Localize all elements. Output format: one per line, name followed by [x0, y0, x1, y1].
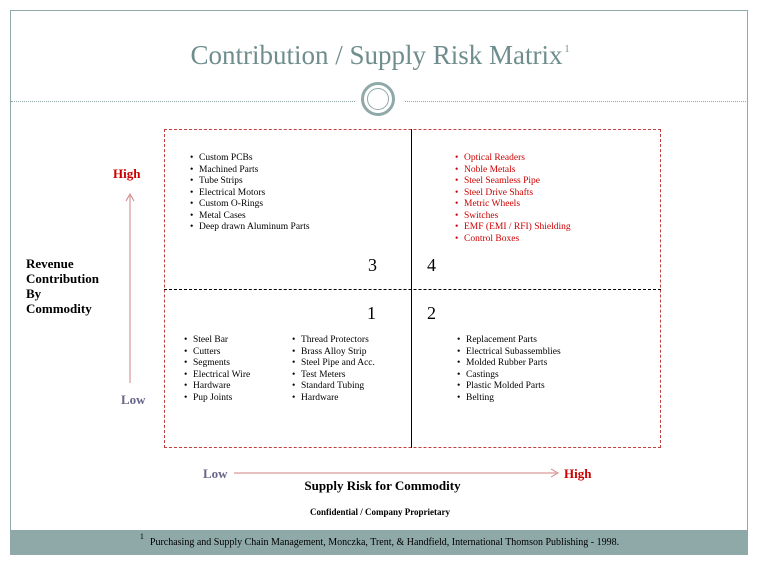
list-item: • Hardware	[292, 393, 375, 405]
list-item: • Plastic Molded Parts	[457, 381, 561, 393]
list-item: • Optical Readers	[455, 153, 571, 165]
slide-title-text: Contribution / Supply Risk Matrix	[190, 40, 563, 70]
list-item: • Cutters	[184, 347, 250, 359]
list-item: • Brass Alloy Strip	[292, 347, 375, 359]
y-axis-low-label: Low	[121, 392, 146, 407]
list-item: • Metric Wheels	[455, 199, 571, 211]
list-item: • Thread Protectors	[292, 335, 375, 347]
list-item: • Test Meters	[292, 370, 375, 382]
list-item: • Control Boxes	[455, 234, 571, 246]
list-item: • Electrical Motors	[190, 188, 310, 200]
list-item: • Hardware	[184, 381, 250, 393]
list-item: • Steel Pipe and Acc.	[292, 358, 375, 370]
list-item: • Molded Rubber Parts	[457, 358, 561, 370]
y-axis-high-label: High	[113, 166, 141, 181]
list-item: • Electrical Subassemblies	[457, 347, 561, 359]
x-axis-low-label: Low	[203, 466, 228, 481]
title-footnote-mark: 1	[564, 44, 570, 55]
y-axis-title-line: Contribution	[26, 271, 99, 286]
list-item: • Castings	[457, 370, 561, 382]
footer-bar	[11, 530, 748, 555]
list-item: • Belting	[457, 393, 561, 405]
list-item: • Custom O-Rings	[190, 199, 310, 211]
confidential-notice: Confidential / Company Proprietary	[309, 507, 451, 517]
list-item: • Pup Joints	[184, 393, 250, 405]
list-item: • Metal Cases	[190, 211, 310, 223]
list-item: • EMF (EMI / RFI) Shielding	[455, 222, 571, 234]
x-axis-high-label: High	[564, 466, 592, 481]
quadrant-4-number: 4	[427, 255, 436, 275]
list-item: • Steel Seamless Pipe	[455, 176, 571, 188]
list-item: • Steel Bar	[184, 335, 250, 347]
list-item: • Deep drawn Aluminum Parts	[190, 222, 310, 234]
list-item: • Segments	[184, 358, 250, 370]
list-item: • Steel Drive Shafts	[455, 188, 571, 200]
list-item: • Noble Metals	[455, 165, 571, 177]
y-axis-title-line: By	[26, 286, 42, 301]
y-axis-arrow-icon	[126, 194, 134, 383]
list-item: • Standard Tubing	[292, 381, 375, 393]
y-axis-title-line: Commodity	[26, 301, 92, 316]
list-item: • Machined Parts	[190, 165, 310, 177]
quadrant-1-number: 1	[367, 303, 376, 323]
y-axis-title-line: Revenue	[26, 256, 74, 271]
footer-citation: Purchasing and Supply Chain Management, Monczka, Trent, & Handfield, International Thomson Publishing - 1998.	[149, 537, 620, 548]
list-item: • Tube Strips	[190, 176, 310, 188]
list-item: • Replacement Parts	[457, 335, 561, 347]
list-item: • Custom PCBs	[190, 153, 310, 165]
x-axis-arrow-icon	[234, 469, 558, 477]
list-item: • Switches	[455, 211, 571, 223]
footer-note-mark: 1	[139, 532, 144, 541]
quadrant-2-number: 2	[427, 303, 436, 323]
x-axis-title: Supply Risk for Commodity	[304, 478, 461, 493]
list-item: • Electrical Wire	[184, 370, 250, 382]
quadrant-3-number: 3	[368, 255, 377, 275]
